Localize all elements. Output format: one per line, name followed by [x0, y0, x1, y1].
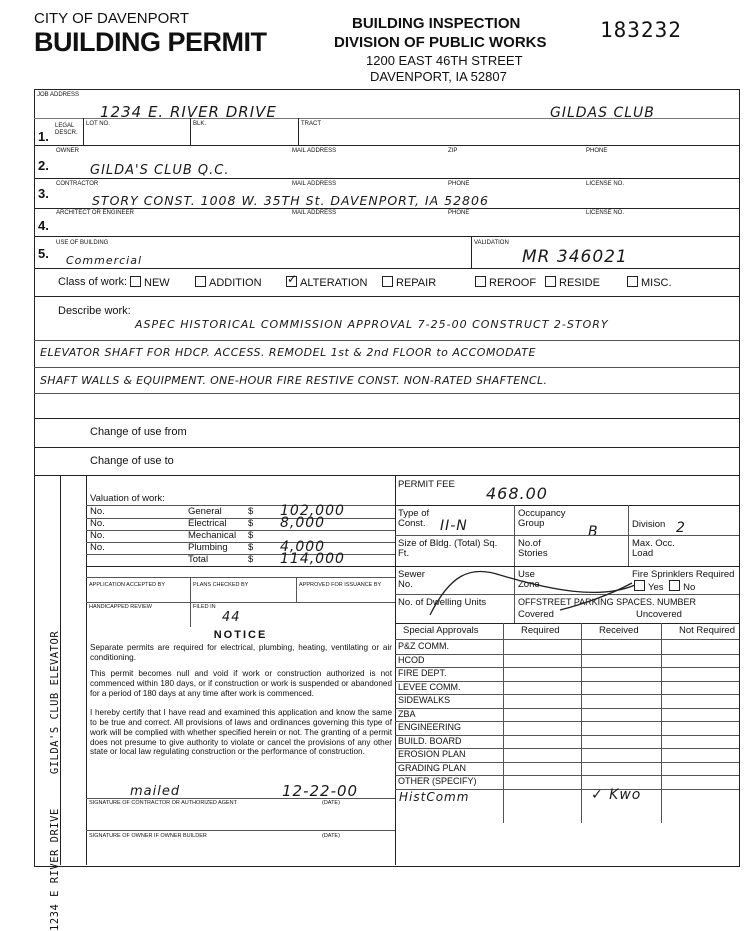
accepted-by-label: APPLICATION ACCEPTED BY: [89, 582, 166, 588]
class-option-repair[interactable]: [382, 276, 436, 289]
describe-work-line-2: ELEVATOR SHAFT FOR HDCP. ACCESS. REMODEL 1st & 2nd FLOOR to ACCOMODATE: [40, 346, 536, 359]
class-option-label: REPAIR: [396, 277, 437, 289]
valuation-no-label: No.: [90, 542, 105, 553]
contractor-label: CONTRACTOR: [56, 181, 99, 187]
row-number-2: 2.: [38, 158, 49, 173]
fire-no-checkbox[interactable]: [669, 580, 680, 591]
valuation-dollar-sign: $: [248, 554, 254, 565]
class-option-label: ALTERATION: [300, 277, 368, 289]
contractor-value: STORY CONST. 1008 W. 35TH St. DAVENPORT, IA 52806: [92, 193, 489, 208]
dept-line-2: DIVISION OF PUBLIC WORKS: [334, 34, 547, 51]
division-value: 2: [676, 520, 686, 536]
architect-license-label: LICENSE NO.: [586, 210, 625, 216]
approval-row-label: FIRE DEPT.: [398, 668, 447, 678]
owner-phone-label: PHONE: [586, 148, 608, 154]
owner-label: OWNER: [56, 148, 79, 154]
class-option-label: ADDITION: [209, 277, 262, 289]
fire-sprinklers-text: Fire Sprinklers Required: [632, 569, 735, 580]
valuation-type-label: General: [188, 506, 222, 517]
class-option-reroof[interactable]: [475, 276, 536, 289]
valuation-type-label: Total: [188, 554, 209, 565]
checkbox-icon[interactable]: [382, 276, 393, 287]
valuation-dollar-sign: $: [248, 518, 254, 529]
covered-label: Covered: [518, 609, 554, 620]
valuation-dollar-sign: $: [248, 530, 254, 541]
other-received-value: ✓ Kwo: [591, 786, 642, 803]
side-column-line-2: [86, 475, 87, 865]
dept-line-1: BUILDING INSPECTION: [352, 15, 521, 32]
filed-in-value: 44: [222, 610, 241, 625]
architect-phone-label: PHONE: [448, 210, 470, 216]
side-text: 1234 E RIVER DRIVE GILDA'S CLUB ELEVATOR: [49, 630, 61, 931]
checkbox-icon[interactable]: [475, 276, 486, 287]
form-title: BUILDING PERMIT: [34, 27, 267, 57]
class-option-label: RESIDE: [559, 277, 600, 289]
approval-row-label: ENGINEERING: [398, 722, 462, 732]
valuation-type-label: Mechanical: [188, 530, 237, 541]
approval-row-label: BUILD. BOARD: [398, 735, 462, 746]
handicapped-review-label: HANDICAPPED REVIEW: [89, 604, 152, 610]
validation-value: MR 346021: [522, 247, 628, 267]
contractor-signature-label: SIGNATURE OF CONTRACTOR OR AUTHORIZED AGENT: [89, 800, 238, 806]
job-address-value: 1234 E. RIVER DRIVE: [100, 103, 277, 121]
use-value: Commercial: [66, 254, 143, 267]
occupancy-value: B: [588, 524, 599, 540]
checkbox-icon[interactable]: [286, 276, 297, 287]
valuation-no-label: No.: [90, 518, 105, 529]
approval-row-label: EROSION PLAN: [398, 749, 466, 759]
notice-paragraph-3: I hereby certify that I have read and examined this application and know the same to be true and correct. All provisions of laws and ordinances governing this type of work will be complied with whether specified herein or not. The granting of a permit does not presume to give authority to violate or cancel the provisions of any other state or local law regulating construction or the performance of construction.: [90, 708, 392, 757]
signature-date-value: 12-22-00: [282, 782, 359, 800]
approval-row-label: SIDEWALKS: [398, 695, 451, 705]
notice-paragraph-2: This permit becomes null and void if work or construction authorized is not commenced within 180 days, or if construction or work is suspended or abandoned for a period of 180 days at any time after work is commenced.: [90, 669, 392, 698]
approvals-header: Received: [599, 625, 639, 636]
size-label: Size of Bldg. (Total) Sq. Ft.: [398, 538, 498, 560]
special-approvals-table: [395, 623, 739, 823]
change-of-use-from-label: Change of use from: [90, 426, 187, 438]
class-of-work-options: [130, 276, 730, 290]
valuation-no-label: No.: [90, 530, 105, 541]
class-option-misc[interactable]: [627, 276, 672, 289]
valuation-dollar-sign: $: [248, 506, 254, 517]
division-label: Division: [632, 519, 666, 530]
notice-title: NOTICE: [213, 629, 268, 641]
owner-mail-label: MAIL ADDRESS: [292, 148, 337, 154]
offstreet-parking-label: OFFSTREET PARKING SPACES. NUMBER: [518, 597, 697, 607]
approvals-header: Not Required: [679, 625, 735, 636]
approval-row-label: OTHER (SPECIFY): [398, 776, 477, 786]
legal-descr-label: LEGAL DESCR.: [55, 123, 78, 137]
fire-no-label: No: [683, 582, 696, 594]
permit-fee-value: 468.00: [486, 484, 548, 503]
architect-label: ARCHITECT OR ENGINEER: [56, 210, 134, 216]
contractor-signature-value: mailed: [130, 784, 181, 799]
class-option-addition[interactable]: [195, 276, 262, 289]
architect-mail-label: MAIL ADDRESS: [292, 210, 337, 216]
approved-issuance-label: APPROVED FOR ISSUANCE BY: [299, 582, 382, 588]
approval-row-label: ZBA: [398, 708, 416, 719]
tract-label: TRACT: [301, 121, 321, 127]
stories-label: No.of Stories: [518, 538, 548, 560]
lot-no-label: LOT NO.: [86, 121, 110, 127]
use-zone-label: Use Zone: [518, 569, 540, 591]
class-option-alteration[interactable]: [286, 276, 367, 289]
contractor-license-label: LICENSE NO.: [586, 181, 625, 187]
valuation-no-label: No.: [90, 506, 105, 517]
approval-row-label: LEVEE COMM.: [398, 681, 461, 692]
checkbox-icon[interactable]: [545, 276, 556, 287]
notice-paragraph-1: Separate permits are required for electrical, plumbing, heating, ventilating or air conditioning.: [90, 643, 392, 662]
owner-zip-label: ZIP: [448, 148, 458, 154]
plans-checked-label: PLANS CHECKED BY: [193, 582, 249, 588]
row-number-5: 5.: [38, 246, 49, 261]
contractor-phone-label: PHONE: [448, 181, 470, 187]
valuation-amount: 114,000: [280, 551, 345, 567]
city-name: CITY OF DAVENPORT: [34, 10, 190, 27]
type-const-value: II-N: [440, 518, 468, 534]
owner-value: GILDA'S CLUB Q.C.: [90, 163, 230, 178]
class-option-reside[interactable]: [545, 276, 600, 289]
class-of-work-label: Class of work:: [58, 276, 128, 288]
class-option-label: NEW: [144, 277, 170, 289]
permit-fee-label: PERMIT FEE: [398, 479, 455, 490]
other-approval-value: HistComm: [399, 789, 470, 804]
describe-work-label: Describe work:: [58, 305, 131, 317]
class-option-label: REROOF: [489, 277, 537, 289]
valuation-amount: 102,000: [280, 503, 345, 519]
row-number-3: 3.: [38, 186, 49, 201]
contractor-mail-label: MAIL ADDRESS: [292, 181, 337, 187]
dept-address-2: DAVENPORT, IA 52807: [370, 69, 507, 84]
uncovered-label: Uncovered: [636, 609, 682, 620]
describe-work-line-1: ASPEC HISTORICAL COMMISSION APPROVAL 7-25-00 CONSTRUCT 2-STORY: [135, 318, 609, 331]
valuation-amount: 8,000: [280, 515, 326, 531]
approvals-header: Special Approvals: [403, 625, 479, 636]
row-number-1: 1.: [38, 129, 49, 144]
checkbox-icon[interactable]: [195, 276, 206, 287]
class-option-new[interactable]: [130, 276, 170, 289]
occupancy-label: Occupancy Group: [518, 508, 566, 530]
job-name-value: GILDAS CLUB: [550, 105, 655, 121]
valuation-label: Valuation of work:: [90, 493, 165, 504]
approval-row-label: HCOD: [398, 654, 425, 665]
owner-signature-label: SIGNATURE OF OWNER IF OWNER BUILDER: [89, 833, 207, 839]
use-of-building-label: USE OF BUILDING: [56, 240, 109, 246]
filed-in-label: FILED IN: [193, 604, 216, 610]
valuation-amount: 4,000: [280, 539, 326, 555]
describe-work-line-3: SHAFT WALLS & EQUIPMENT. ONE-HOUR FIRE RESTIVE CONST. NON-RATED SHAFTENCL.: [40, 374, 548, 387]
validation-label: VALIDATION: [474, 240, 509, 246]
change-of-use-to-label: Change of use to: [90, 455, 174, 467]
checkbox-icon[interactable]: [627, 276, 638, 287]
blk-label: BLK.: [193, 121, 207, 127]
permit-number: 183232: [600, 18, 682, 42]
dwelling-units-label: No. of Dwelling Units: [398, 597, 487, 608]
approval-row-label: P&Z COMM.: [398, 641, 449, 651]
class-option-label: MISC.: [641, 277, 672, 289]
max-occ-label: Max. Occ. Load: [632, 538, 675, 560]
valuation-type-label: Plumbing: [188, 542, 228, 553]
dept-address-1: 1200 EAST 46TH STREET: [366, 53, 523, 68]
sewer-label: Sewer No.: [398, 569, 425, 591]
fire-yes-label: Yes: [648, 582, 664, 594]
contractor-date-label: (DATE): [322, 800, 340, 806]
job-address-label: JOB ADDRESS: [37, 92, 80, 98]
approval-row-label: GRADING PLAN: [398, 762, 467, 773]
approvals-header: Required: [521, 625, 560, 636]
checkbox-icon[interactable]: [130, 276, 141, 287]
valuation-dollar-sign: $: [248, 542, 254, 553]
valuation-type-label: Electrical: [188, 518, 227, 529]
type-const-label: Type of Const.: [398, 508, 430, 530]
row-number-4: 4.: [38, 218, 49, 233]
owner-date-label: (DATE): [322, 833, 340, 839]
